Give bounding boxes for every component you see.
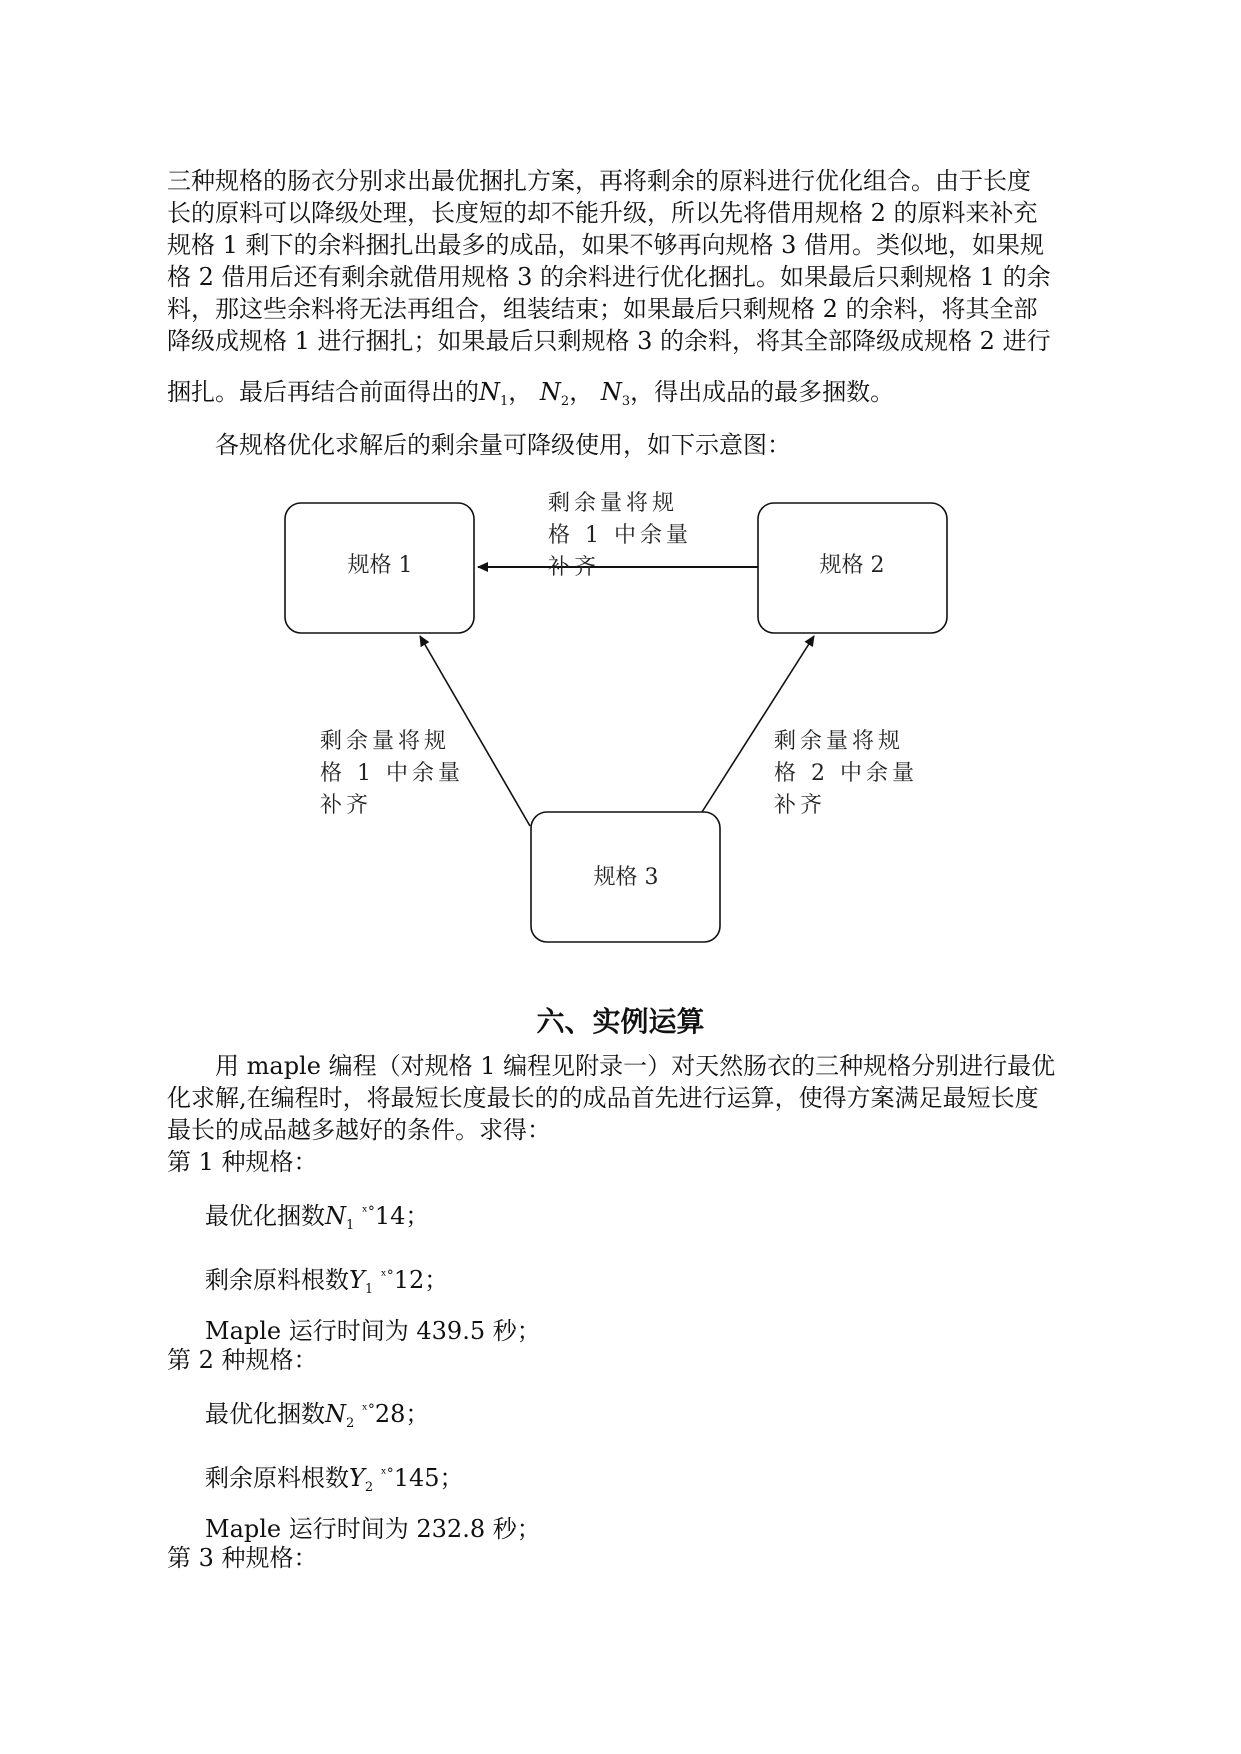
right-label-line: 格 2 中余量: [774, 761, 918, 786]
spec2-time: Maple 运行时间为 232.8 秒；: [205, 1515, 541, 1543]
diagram-intro: 各规格优化求解后的剩余量可降级使用，如下示意图：: [215, 431, 791, 459]
box-spec2-label: 规格 2: [819, 553, 885, 578]
box-spec3-label: 规格 3: [593, 865, 659, 890]
box-spec1-label: 规格 1: [347, 553, 413, 578]
intro-line: 长的原料可以降级处理，长度短的却不能升级，所以先将借用规格 2 的原料来补充: [167, 199, 1038, 227]
intro-last-suffix: ，得出成品的最多捆数。: [630, 378, 895, 406]
spec1-bundles: 最优化捆数$N_1$ $^{ˣ^\circ}$14；: [205, 1202, 430, 1233]
spec1-title: 第 1 种规格：: [167, 1148, 318, 1176]
garbled-symbol: ˣ°: [361, 1204, 375, 1220]
example-paragraph: [167, 1050, 1081, 1146]
spec1-remaining: 剩余原料根数$Y_1$ $^{ˣ^\circ}$12；: [205, 1266, 449, 1297]
top-label-line: 补齐: [548, 555, 601, 580]
example-line: 化求解,在编程时，将最短长度最长的的成品首先进行运算，使得方案满足最短长度: [167, 1084, 1039, 1112]
left-label-line: 剩余量将规: [320, 729, 451, 754]
spec3-title: 第 3 种规格：: [167, 1544, 318, 1572]
math-n1: $N_1$: [325, 1202, 355, 1233]
math-n1: $N_1$: [479, 378, 509, 409]
garbled-symbol: ˣ°: [380, 1268, 394, 1284]
example-line: 用 maple 编程（对规格 1 编程见附录一）对天然肠衣的三种规格分别进行最优: [215, 1052, 1056, 1080]
left-label-line: 格 1 中余量: [320, 761, 464, 786]
math-y2: $Y_2$: [349, 1464, 374, 1495]
intro-line: 三种规格的肠衣分别求出最优捆扎方案，再将剩余的原料进行优化组合。由于长度: [167, 167, 1031, 195]
intro-line: 降级成规格 1 进行捆扎；如果最后只剩规格 3 的余料，将其全部降级成规格 2 进行: [167, 327, 1051, 355]
left-label-line: 补齐: [320, 793, 373, 818]
right-label-line: 补齐: [774, 793, 827, 818]
math-y1: $Y_1$: [349, 1266, 374, 1297]
example-line: 最长的成品越多越好的条件。求得：: [167, 1116, 551, 1144]
section-heading: 六、实例运算: [536, 1005, 705, 1038]
garbled-symbol: ˣ°: [380, 1466, 394, 1482]
math-n3: $N_3$: [600, 378, 631, 409]
intro-last-prefix: 捆扎。最后再结合前面得出的: [167, 378, 479, 406]
intro-line: 格 2 借用后还有剩余就借用规格 3 的余料进行优化捆扎。如果最后只剩规格 1 的余: [167, 263, 1051, 291]
intro-last-line: 捆扎。最后再结合前面得出的$N_1$， $N_2$， $N_3$，得出成品的最多捆数。: [167, 378, 895, 409]
intro-line: 规格 1 剩下的余料捆扎出最多的成品，如果不够再向规格 3 借用。类似地，如果规: [167, 231, 1045, 259]
spec1-time: Maple 运行时间为 439.5 秒；: [205, 1317, 541, 1345]
garbled-symbol: ˣ°: [361, 1402, 375, 1418]
spec2-remaining: 剩余原料根数$Y_2$ $^{ˣ^\circ}$145；: [205, 1464, 464, 1495]
math-n2: $N_2$: [539, 378, 570, 409]
spec2-bundles: 最优化捆数$N_2$ $^{ˣ^\circ}$28；: [205, 1400, 430, 1431]
top-label-line: 格 1 中余量: [548, 523, 692, 548]
math-n2: $N_2$: [325, 1400, 355, 1431]
right-label-line: 剩余量将规: [774, 729, 905, 754]
top-label-line: 剩余量将规: [548, 491, 679, 516]
intro-line: 料，那这些余料将无法再组合，组装结束；如果最后只剩规格 2 的余料，将其全部: [167, 295, 1038, 323]
spec2-title: 第 2 种规格：: [167, 1346, 318, 1374]
